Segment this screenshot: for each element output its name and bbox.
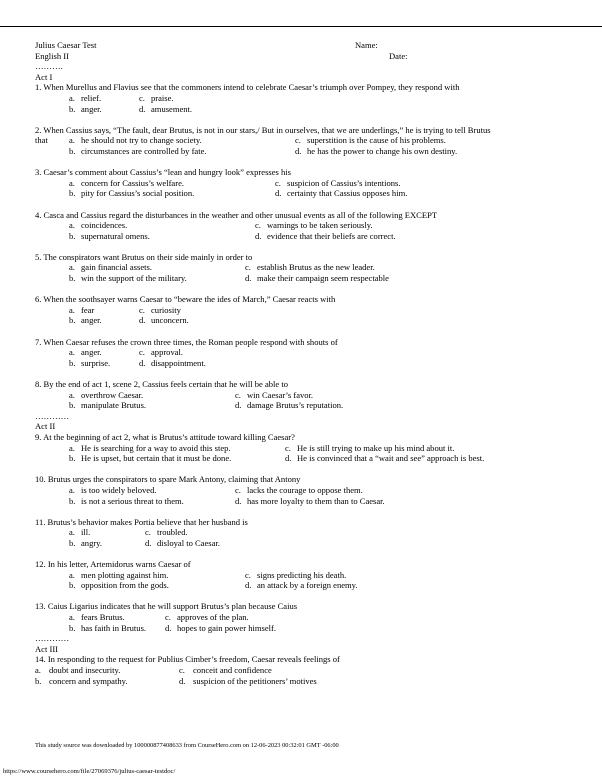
option-letter: c.	[139, 347, 145, 358]
options-row	[35, 305, 580, 316]
option-letter: a.	[69, 612, 75, 623]
option-text: has more loyalty to them than to Caesar.	[247, 495, 385, 506]
option-text: overthrow Caesar.	[81, 389, 144, 400]
option-letter: d.	[255, 230, 262, 241]
option-letter: a.	[69, 135, 75, 146]
options-row	[35, 146, 580, 157]
option-letter: a.	[69, 262, 75, 273]
options-row	[35, 220, 580, 231]
option-letter: c.	[285, 442, 291, 453]
question	[35, 252, 580, 284]
answer-option	[275, 178, 401, 189]
options-row	[35, 315, 580, 326]
answer-option	[69, 496, 184, 507]
options-row	[35, 485, 580, 496]
option-letter: a.	[69, 220, 75, 231]
stem-continuation: that	[35, 135, 48, 146]
section-divider-dots: ……….	[35, 61, 63, 72]
options-row	[35, 580, 580, 591]
options-row	[35, 496, 580, 507]
option-text: gain financial assets.	[81, 262, 152, 273]
question	[35, 294, 580, 326]
options-row	[35, 676, 580, 687]
option-letter: a.	[69, 347, 75, 358]
question	[35, 82, 580, 114]
option-letter: b.	[69, 315, 76, 326]
question	[35, 517, 580, 549]
option-letter: c.	[245, 569, 251, 580]
answer-option	[69, 104, 102, 115]
answer-option	[295, 146, 457, 157]
option-text: amusement.	[151, 103, 193, 114]
option-letter: d.	[179, 675, 186, 686]
header-row-2	[35, 51, 580, 62]
section-divider-dots: …………	[35, 410, 70, 421]
option-text: pity for Cassius’s social position.	[81, 188, 195, 199]
answer-option	[139, 104, 192, 115]
question-stem: 10. Brutus urges the conspirators to spare Mark Antony, claiming that Antony	[35, 474, 301, 485]
answer-option	[145, 527, 188, 538]
answer-option	[69, 347, 102, 358]
act-heading: Act I	[35, 71, 53, 82]
option-text: disappointment.	[151, 357, 206, 368]
questions-container	[35, 61, 580, 686]
test-title: Julius Caesar Test	[35, 40, 97, 50]
option-letter: d.	[295, 145, 302, 156]
answer-option	[245, 570, 346, 581]
option-letter: c.	[165, 612, 171, 623]
option-text: win Caesar’s favor.	[247, 389, 314, 400]
option-text: hopes to gain power himself.	[177, 622, 276, 633]
option-letter: a.	[69, 527, 75, 538]
options-row	[35, 453, 580, 464]
answer-option	[69, 623, 146, 634]
option-text: damage Brutus’s reputation.	[247, 400, 344, 411]
option-letter: a.	[69, 569, 75, 580]
option-letter: d.	[139, 357, 146, 368]
option-letter: a.	[69, 304, 75, 315]
option-text: doubt and insecurity.	[49, 665, 121, 676]
option-text: superstition is the cause of his problems.	[307, 135, 446, 146]
option-text: signs predicting his death.	[257, 569, 347, 580]
answer-option	[69, 262, 152, 273]
option-letter: c.	[179, 665, 185, 676]
option-text: relief.	[81, 92, 102, 103]
option-letter: b.	[69, 357, 76, 368]
answer-option	[69, 538, 102, 549]
option-letter: b.	[69, 622, 76, 633]
answer-option	[139, 315, 189, 326]
options-row	[35, 570, 580, 581]
option-letter: b.	[35, 675, 42, 686]
question-stem: 1. When Murellus and Flavius see that the commoners intend to celebrate Caesar’s triumph over Pompey, they respond with	[35, 82, 460, 93]
option-text: make their campaign seem respectable	[257, 273, 389, 284]
question-stem: 14. In responding to the request for Publius Cimber’s freedom, Caesar reveals feelings of	[35, 654, 340, 665]
option-text: surprise.	[81, 357, 111, 368]
option-letter: c.	[295, 135, 301, 146]
answer-option	[69, 315, 102, 326]
option-letter: d.	[275, 188, 282, 199]
option-letter: c.	[255, 220, 261, 231]
answer-option	[69, 178, 184, 189]
option-letter: b.	[69, 580, 76, 591]
options-row	[35, 665, 580, 676]
answer-option	[69, 453, 231, 464]
answer-option	[69, 443, 231, 454]
option-text: is too widely beloved.	[81, 484, 157, 495]
answer-option	[285, 443, 454, 454]
option-text: supernatural omens.	[81, 230, 150, 241]
options-row	[35, 347, 580, 358]
option-text: certainty that Cassius opposes him.	[287, 188, 408, 199]
option-text: an attack by a foreign enemy.	[257, 580, 358, 591]
option-letter: a.	[69, 484, 75, 495]
option-letter: b.	[69, 273, 76, 284]
option-letter: d.	[139, 315, 146, 326]
option-text: suspicion of the petitioners’ motives	[193, 675, 317, 686]
option-text: concern for Cassius’s welfare.	[81, 177, 185, 188]
answer-option	[235, 496, 385, 507]
question-stem: 7. When Caesar refuses the crown three times, the Roman people respond with shouts of	[35, 336, 338, 347]
option-letter: b.	[69, 400, 76, 411]
option-text: lacks the courage to oppose them.	[247, 484, 363, 495]
option-letter: c.	[235, 484, 241, 495]
answer-option	[69, 305, 94, 316]
option-text: he has the power to change his own destiny.	[307, 145, 458, 156]
section-divider-dots: …………	[35, 633, 70, 644]
option-text: win the support of the military.	[81, 273, 187, 284]
answer-option	[69, 400, 146, 411]
source-url[interactable]: https://www.coursehero.com/file/27069376/julius-caesar-testdoc/	[3, 768, 176, 775]
options-row	[35, 623, 580, 634]
answer-option	[139, 347, 183, 358]
option-letter: d.	[165, 622, 172, 633]
options-row	[35, 273, 580, 284]
option-text: He is still trying to make up his mind about it.	[297, 442, 455, 453]
question	[35, 210, 580, 242]
answer-option	[139, 358, 206, 369]
options-row	[35, 231, 580, 242]
options-row	[35, 104, 580, 115]
option-text: opposition from the gods.	[81, 580, 169, 591]
options-row	[35, 390, 580, 401]
option-text: manipulate Brutus.	[81, 400, 147, 411]
option-letter: b.	[69, 453, 76, 464]
option-text: praise.	[151, 92, 174, 103]
question-stem: 9. At the beginning of act 2, what is Brutus’s attitude toward killing Caesar?	[35, 431, 295, 442]
question-stem: 8. By the end of act 1, scene 2, Cassius feels certain that he will be able to	[35, 379, 289, 389]
question	[35, 167, 580, 199]
option-text: anger.	[81, 103, 102, 114]
option-letter: d.	[245, 580, 252, 591]
option-text: angry.	[81, 537, 103, 548]
answer-option	[69, 135, 202, 146]
option-letter: b.	[69, 103, 76, 114]
question-stem: 13. Caius Ligarius indicates that he will support Brutus’s plan because Caius	[35, 601, 298, 612]
question	[35, 654, 580, 686]
question-stem: 3. Caesar’s comment about Cassius’s “lean and hungry look” expresses his	[35, 167, 291, 178]
option-text: approval.	[151, 347, 184, 358]
question-stem: 11. Brutus’s behavior makes Portia believe that her husband is	[35, 516, 248, 527]
top-divider	[0, 26, 602, 27]
answer-option	[245, 273, 389, 284]
answer-option	[69, 358, 110, 369]
answer-option	[179, 665, 272, 676]
course-label: English II	[35, 50, 69, 61]
question-stem: 5. The conspirators want Brutus on their side mainly in order to	[35, 251, 253, 262]
answer-option	[69, 527, 90, 538]
option-letter: a.	[69, 177, 75, 188]
option-letter: d.	[235, 495, 242, 506]
option-text: fear	[81, 304, 95, 315]
answer-option	[69, 485, 157, 496]
date-label: Date:	[389, 50, 408, 61]
answer-option	[35, 665, 120, 676]
option-letter: d.	[139, 103, 146, 114]
answer-option	[69, 220, 127, 231]
options-row	[35, 612, 580, 623]
option-text: concern and sympathy.	[49, 675, 128, 686]
option-text: suspicion of Cassius’s intentions.	[287, 177, 401, 188]
answer-option	[245, 580, 358, 591]
options-row	[35, 135, 580, 146]
options-row	[35, 400, 580, 411]
options-row	[35, 188, 580, 199]
option-letter: c.	[139, 92, 145, 103]
answer-option	[69, 570, 168, 581]
option-letter: b.	[69, 537, 76, 548]
answer-option	[275, 188, 407, 199]
option-letter: c.	[145, 527, 151, 538]
options-row	[35, 262, 580, 273]
question-stem: 4. Casca and Cassius regard the disturbances in the weather and other unusual events as all of the following EXCEPT	[35, 209, 438, 220]
option-letter: c.	[235, 389, 241, 400]
question	[35, 559, 580, 591]
option-text: approves of the plan.	[177, 612, 249, 623]
option-letter: c.	[275, 177, 281, 188]
option-letter: d.	[235, 400, 242, 411]
answer-option	[69, 273, 187, 284]
option-letter: d.	[285, 453, 292, 464]
name-label: Name:	[355, 40, 378, 50]
option-letter: b.	[69, 495, 76, 506]
option-letter: a.	[69, 442, 75, 453]
answer-option	[69, 612, 125, 623]
option-letter: a.	[69, 389, 75, 400]
option-text: warnings to be taken seriously.	[267, 220, 373, 231]
answer-option	[69, 580, 169, 591]
options-row	[35, 538, 580, 549]
option-text: fears Brutus.	[81, 612, 125, 623]
options-row	[35, 443, 580, 454]
answer-option	[235, 390, 313, 401]
option-text: has faith in Brutus.	[81, 622, 147, 633]
options-row	[35, 178, 580, 189]
answer-option	[69, 188, 194, 199]
answer-option	[235, 400, 343, 411]
option-text: establish Brutus as the new leader.	[257, 262, 375, 273]
question-stem: 6. When the soothsayer warns Caesar to “beware the ides of March,” Caesar reacts with	[35, 294, 336, 305]
option-text: conceit and confidence	[193, 665, 272, 676]
act-heading: Act III	[35, 643, 59, 654]
header-row-1	[35, 40, 580, 51]
option-text: circumstances are controlled by fate.	[81, 145, 207, 156]
answer-option	[165, 612, 249, 623]
option-text: He is convinced that a “wait and see” approach is best.	[297, 453, 485, 464]
option-text: he should not try to change society.	[81, 135, 202, 146]
answer-option	[255, 220, 373, 231]
options-row	[35, 93, 580, 104]
options-row	[35, 358, 580, 369]
answer-option	[69, 231, 150, 242]
option-letter: d.	[245, 273, 252, 284]
answer-option	[285, 453, 484, 464]
option-letter: b.	[69, 145, 76, 156]
option-letter: c.	[245, 262, 251, 273]
answer-option	[165, 623, 276, 634]
answer-option	[295, 135, 446, 146]
act-heading: Act II	[35, 421, 56, 432]
option-text: anger.	[81, 347, 102, 358]
option-letter: a.	[35, 665, 41, 676]
option-text: curiosity	[151, 304, 181, 315]
answer-option	[179, 676, 317, 687]
option-letter: b.	[69, 188, 76, 199]
question-stem: 12. In his letter, Artemidorus warns Caesar of	[35, 559, 191, 570]
option-text: troubled.	[157, 527, 188, 538]
test-document	[35, 40, 580, 686]
answer-option	[69, 390, 143, 401]
question	[35, 474, 580, 506]
answer-option	[139, 305, 181, 316]
answer-option	[245, 262, 375, 273]
option-text: He is searching for a way to avoid this step.	[81, 442, 231, 453]
option-letter: c.	[139, 304, 145, 315]
question	[35, 337, 580, 369]
answer-option	[69, 93, 101, 104]
answer-option	[139, 93, 174, 104]
option-text: coincidences.	[81, 220, 128, 231]
option-text: He is upset, but certain that it must be done.	[81, 453, 232, 464]
option-text: unconcern.	[151, 315, 189, 326]
option-letter: b.	[69, 230, 76, 241]
option-text: anger.	[81, 315, 102, 326]
answer-option	[35, 676, 127, 687]
answer-option	[145, 538, 220, 549]
question	[35, 125, 580, 157]
option-text: ill.	[81, 527, 91, 538]
question	[35, 432, 580, 464]
option-letter: a.	[69, 92, 75, 103]
option-letter: d.	[145, 537, 152, 548]
options-row	[35, 527, 580, 538]
answer-option	[255, 231, 396, 242]
answer-option	[235, 485, 363, 496]
question	[35, 601, 580, 633]
download-notice: This study source was downloaded by 100000877408633 from CourseHero.com on 12-06-2023 00:32:01 GMT -06:00	[35, 742, 339, 749]
question	[35, 379, 580, 411]
option-text: evidence that their beliefs are correct.	[267, 230, 396, 241]
question-stem: 2. When Cassius says, “The fault, dear Brutus, is not in our stars,/ But in ourselves, that we are underlings,” he is trying to tell Brutus	[35, 124, 491, 135]
answer-option	[69, 146, 207, 157]
option-text: is not a serious threat to them.	[81, 495, 184, 506]
option-text: men plotting against him.	[81, 569, 169, 580]
option-text: disloyal to Caesar.	[157, 537, 220, 548]
